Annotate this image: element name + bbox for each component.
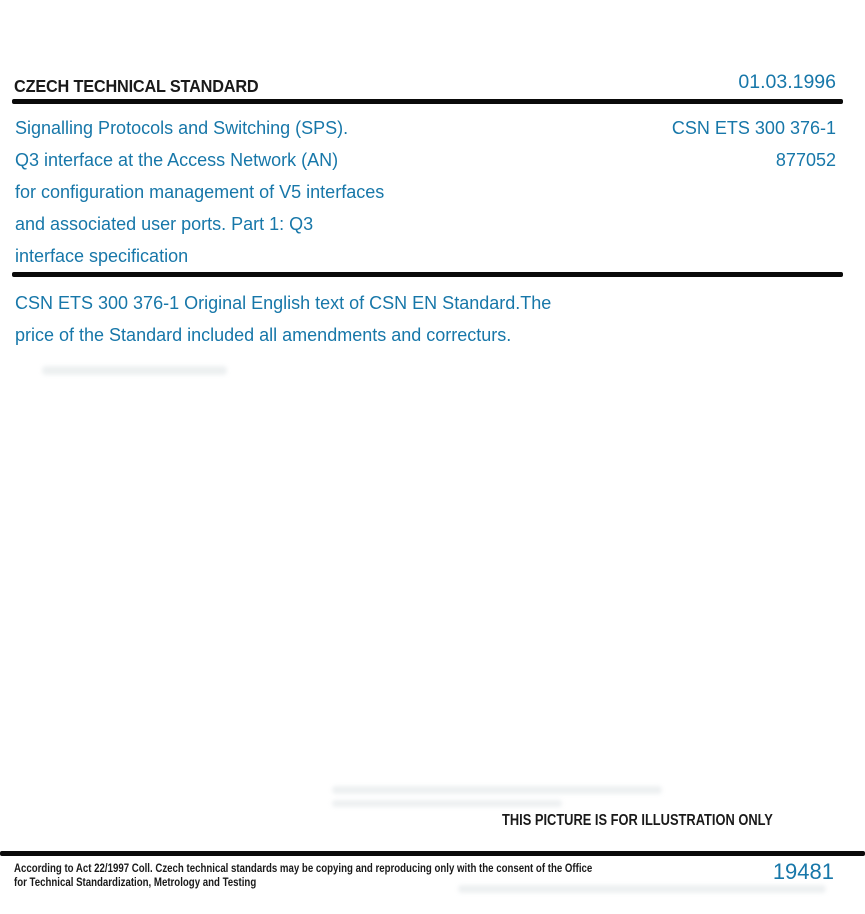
standard-title-line: Signalling Protocols and Switching (SPS). bbox=[15, 118, 349, 138]
title-rule bbox=[12, 272, 843, 277]
description-line: CSN ETS 300 376-1 Original English text of CSN EN Standard.The bbox=[15, 293, 552, 313]
faint-watermark bbox=[42, 366, 227, 375]
standard-description bbox=[15, 287, 715, 351]
copyright-line: According to Act 22/1997 Coll. Czech technical standards may be copying and reproducing only with the consent of the Office bbox=[14, 863, 593, 875]
standard-title-line: for configuration management of V5 interfaces bbox=[15, 182, 385, 202]
standard-number: CSN ETS 300 376-1 bbox=[671, 118, 836, 138]
faint-watermark bbox=[458, 885, 826, 893]
catalog-number: 877052 bbox=[775, 150, 836, 170]
header-rule bbox=[12, 99, 843, 104]
standard-title-block bbox=[15, 112, 485, 272]
document-number: 19481 bbox=[772, 859, 834, 884]
standard-reference-block bbox=[556, 112, 836, 176]
issue-date: 01.03.1996 bbox=[738, 71, 836, 93]
description-line: price of the Standard included all amendments and correcturs. bbox=[15, 325, 512, 345]
standard-title-line: interface specification bbox=[15, 246, 189, 266]
footer-rule bbox=[0, 851, 865, 856]
faint-watermark bbox=[332, 786, 662, 794]
faint-watermark bbox=[332, 800, 562, 807]
copyright-line: for Technical Standardization, Metrology and Testing bbox=[14, 877, 257, 889]
standard-title-line: and associated user ports. Part 1: Q3 bbox=[15, 214, 314, 234]
page-title: CZECH TECHNICAL STANDARD bbox=[14, 76, 259, 96]
illustration-disclaimer: THIS PICTURE IS FOR ILLUSTRATION ONLY bbox=[502, 812, 773, 829]
standard-title-line: Q3 interface at the Access Network (AN) bbox=[15, 150, 339, 170]
